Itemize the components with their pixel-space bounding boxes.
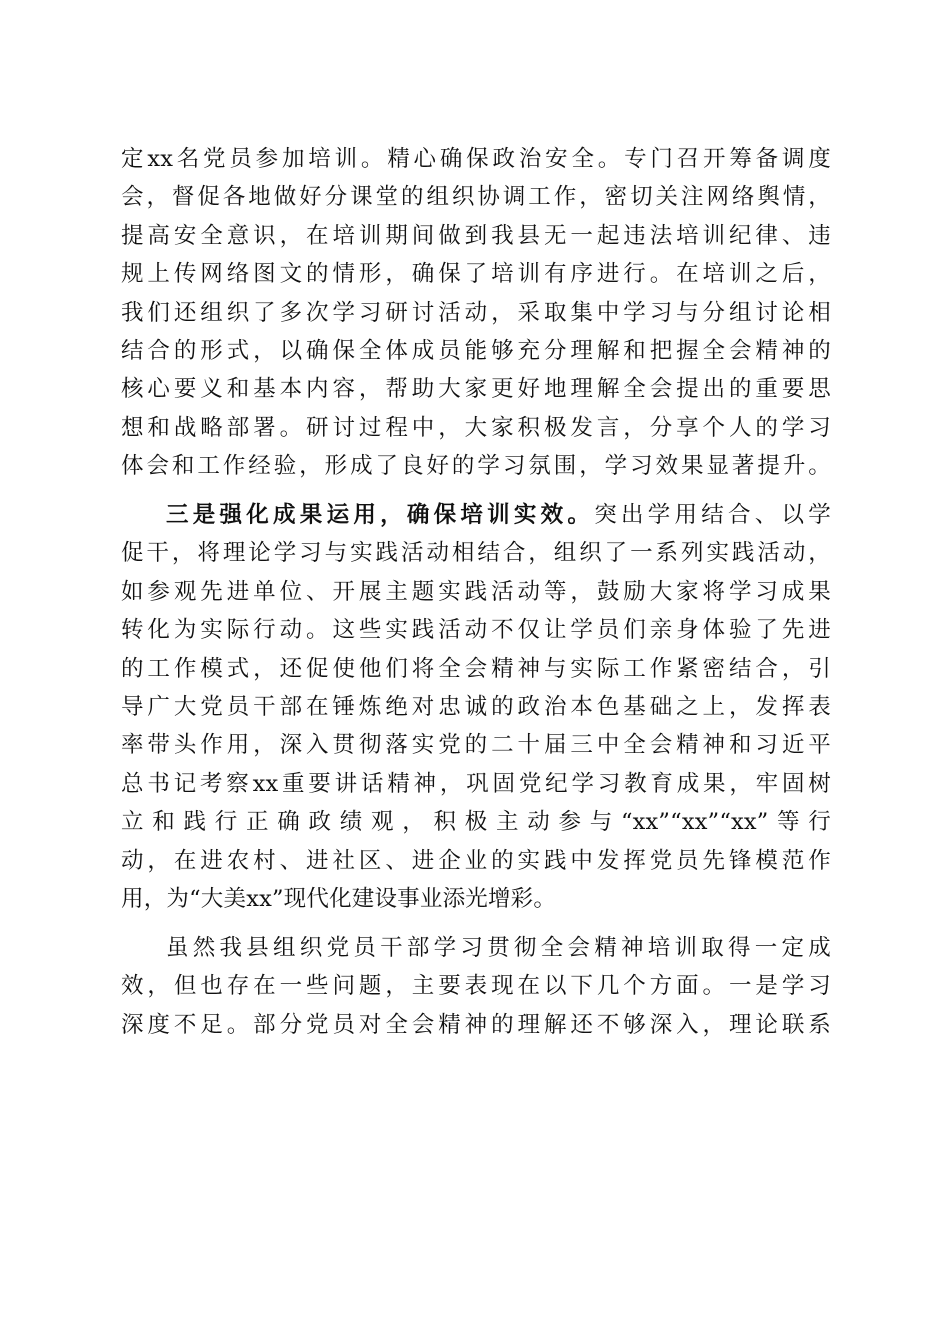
paragraph-spacer: [121, 918, 831, 929]
text-line: 效，但也存在一些问题，主要表现在以下几个方面。一是学习: [121, 973, 831, 1000]
text-run: 突出学用结合、以学: [594, 502, 831, 529]
paragraph-spacer: [121, 486, 831, 497]
paragraph-1: [121, 140, 831, 486]
text-line: 促干，将理论学习与实践活动相结合，组织了一系列实践活动，: [121, 540, 831, 567]
document-body: [121, 140, 831, 1044]
paragraph-first-line: [121, 496, 831, 534]
text-line: 率带头作用，深入贯彻落实党的二十届三中全会精神和习近平: [121, 732, 831, 759]
paragraph-first-line: 虽然我县组织党员干部学习贯彻全会精神培训取得一定成: [166, 934, 831, 961]
text-line: 立和践行正确政绩观，积极主动参与“xx”“xx”“xx”等行: [121, 809, 831, 836]
paragraph-3: [121, 929, 831, 1044]
text-line: 会，督促各地做好分课堂的组织协调工作，密切关注网络舆情，: [121, 184, 831, 211]
text-line: 定xx名党员参加培训。精心确保政治安全。专门召开筹备调度: [121, 146, 831, 172]
text-line: 核心要义和基本内容，帮助大家更好地理解全会提出的重要思: [121, 376, 831, 403]
section-heading: 三是强化成果运用，确保培训实效。: [166, 502, 595, 529]
text-line: 总书记考察xx重要讲话精神，巩固党纪学习教育成果，牢固树: [121, 770, 831, 797]
text-line: 提高安全意识，在培训期间做到我县无一起违法培训纪律、违: [121, 222, 831, 249]
text-line: 想和战略部署。研讨过程中，大家积极发言，分享个人的学习: [121, 414, 831, 441]
text-line: 动，在进农村、进社区、进企业的实践中发挥党员先锋模范作: [121, 847, 831, 874]
text-line: 深度不足。部分党员对全会精神的理解还不够深入，理论联系: [121, 1011, 831, 1038]
text-line: 我们还组织了多次学习研讨活动，采取集中学习与分组讨论相: [121, 299, 831, 326]
text-line: 导广大党员干部在锤炼绝对忠诚的政治本色基础之上，发挥表: [121, 693, 831, 720]
text-line: 如参观先进单位、开展主题实践活动等，鼓励大家将学习成果: [121, 578, 831, 605]
text-line: 结合的形式，以确保全体成员能够充分理解和把握全会精神的: [121, 337, 831, 364]
text-line: 转化为实际行动。这些实践活动不仅让学员们亲身体验了先进: [121, 617, 831, 644]
paragraph-2: [121, 496, 831, 918]
text-line: 规上传网络图文的情形，确保了培训有序进行。在培训之后，: [121, 261, 831, 288]
text-line: 体会和工作经验，形成了良好的学习氛围，学习效果显著提升。: [121, 453, 831, 480]
text-line: 的工作模式，还促使他们将全会精神与实际工作紧密结合，引: [121, 655, 831, 682]
text-line-last: 用，为“大美xx”现代化建设事业添光增彩。: [121, 885, 557, 912]
